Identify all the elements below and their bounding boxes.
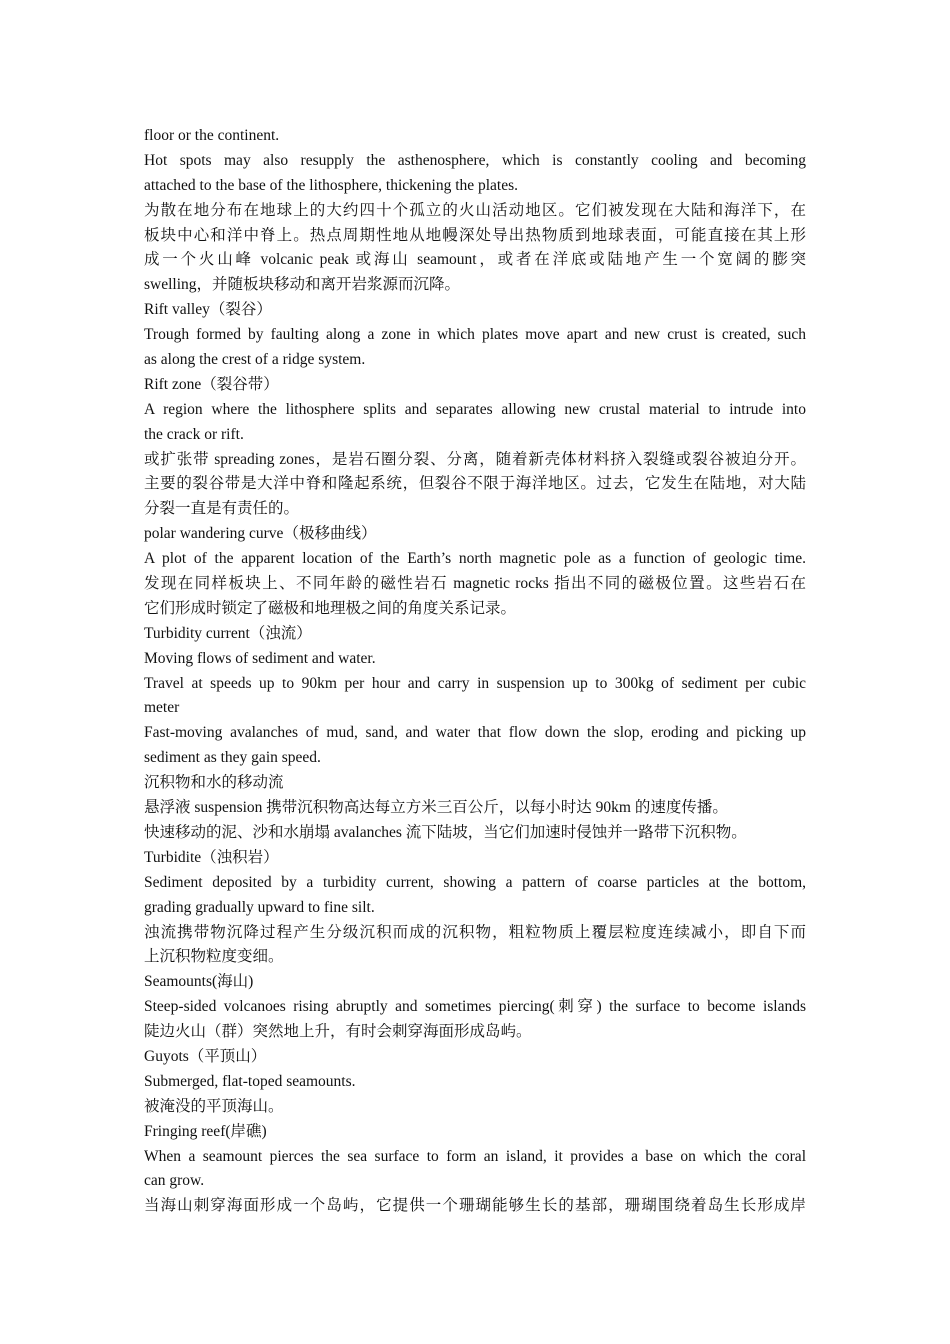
text-line: 快速移动的泥、沙和水崩塌 avalanches 流下陆坡，当它们加速时侵蚀并一路带下沉积物。	[144, 823, 747, 841]
text-line: grading gradually upward to fine silt.	[144, 898, 375, 916]
text-line: Fringing reef(岸礁)	[144, 1122, 267, 1140]
text-line: Rift valley（裂谷）	[144, 301, 272, 319]
text-line: 被淹没的平顶海山。	[144, 1097, 284, 1115]
text-line: Turbidity current（浊流）	[144, 624, 312, 642]
text-line: attached to the base of the lithosphere, thickening the plates.	[144, 176, 519, 194]
document-page	[144, 124, 806, 1219]
text-line: Trough formed by faulting along a zone in which plates move apart and new crust is created, such	[144, 326, 806, 344]
text-line: 或扩张带 spreading zones，是岩石圈分裂、分离，随着新壳体材料挤入裂缝或裂谷被迫分开。	[144, 450, 806, 468]
text-line: 悬浮液 suspension 携带沉积物高达每立方米三百公斤，以每小时达 90km 的速度传播。	[144, 799, 728, 817]
text-line: 陡边火山（群）突然地上升，有时会刺穿海面形成岛屿。	[144, 1023, 532, 1041]
text-line: 分裂一直是有责任的。	[144, 500, 300, 518]
text-line: 主要的裂谷带是大洋中脊和隆起系统，但裂谷不限于海洋地区。过去，它发生在陆地，对大陆	[144, 475, 806, 493]
text-line: as along the crest of a ridge system.	[144, 351, 366, 369]
text-line: can grow.	[144, 1172, 205, 1190]
text-line: A plot of the apparent location of the Earth’s north magnetic pole as a function of geologic time.	[144, 550, 806, 568]
text-line: 板块中心和洋中脊上。热点周期性地从地幔深处导出热物质到地球表面，可能直接在其上形	[144, 226, 806, 244]
text-line: Travel at speeds up to 90km per hour and carry in suspension up to 300kg of sediment per cubic	[144, 674, 806, 692]
text-line: meter	[144, 699, 180, 717]
text-line: the crack or rift.	[144, 425, 244, 443]
text-line: 发现在同样板块上、不同年龄的磁性岩石 magnetic rocks 指出不同的磁极位置。这些岩石在	[144, 575, 806, 593]
text-line: 当海山刺穿海面形成一个岛屿，它提供一个珊瑚能够生长的基部，珊瑚围绕着岛生长形成岸	[144, 1197, 806, 1215]
text-line: Submerged, flat-toped seamounts.	[144, 1072, 356, 1090]
text-line: Sediment deposited by a turbidity current, showing a pattern of coarse particles at the bottom,	[144, 873, 806, 891]
text-line: Seamounts(海山)	[144, 973, 254, 991]
text-line: Hot spots may also resupply the asthenosphere, which is constantly cooling and becoming	[144, 151, 806, 169]
text-line: A region where the lithosphere splits and separates allowing new crustal material to intrude into	[144, 400, 806, 418]
text-line: Fast-moving avalanches of mud, sand, and water that flow down the slop, eroding and picking up	[144, 724, 806, 742]
text-line: 沉积物和水的移动流	[144, 774, 284, 792]
text-line: Guyots（平顶山）	[144, 1047, 267, 1065]
text-line: 为散在地分布在地球上的大约四十个孤立的火山活动地区。它们被发现在大陆和海洋下，在	[144, 201, 806, 219]
text-line: Rift zone（裂谷带）	[144, 375, 279, 393]
text-line: sediment as they gain speed.	[144, 749, 321, 767]
text-line: Turbidite（浊积岩）	[144, 848, 279, 866]
text-line: 浊流携带物沉降过程产生分级沉积而成的沉积物，粗粒物质上覆层粒度连续减小，即自下而	[144, 923, 806, 941]
text-line: swelling，并随板块移动和离开岩浆源而沉降。	[144, 276, 461, 294]
text-line: polar wandering curve（极移曲线）	[144, 525, 377, 543]
text-line: 成一个火山峰 volcanic peak 或海山 seamount，或者在洋底或陆地产生一个宽阔的膨突	[144, 251, 806, 269]
text-line: When a seamount pierces the sea surface to form an island, it provides a base on which the coral	[144, 1147, 806, 1165]
text-line: 上沉积物粒度变细。	[144, 948, 284, 966]
text-line: Steep-sided volcanoes rising abruptly and sometimes piercing(刺穿) the surface to become islands	[144, 998, 806, 1016]
text-line: floor or the continent.	[144, 127, 280, 144]
text-line: Moving flows of sediment and water.	[144, 649, 376, 667]
text-line: 它们形成时锁定了磁极和地理极之间的角度关系记录。	[144, 599, 517, 617]
